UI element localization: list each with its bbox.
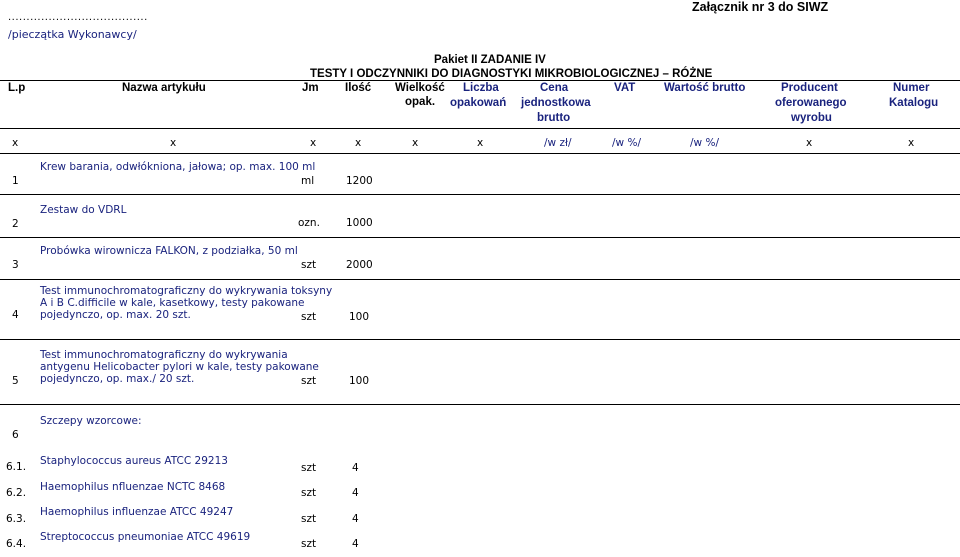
units-vat: /w %/ xyxy=(612,137,641,149)
document-title: TESTY I ODCZYNNIKI DO DIAGNOSTYKI MIKROBIOLOGICZNEJ – RÓŻNE xyxy=(310,68,713,80)
row-name: Staphylococcus aureus ATCC 29213 xyxy=(40,455,228,467)
col-catalog-1: Numer xyxy=(893,82,930,94)
row-jm: szt xyxy=(301,487,317,499)
col-gross: Wartość brutto xyxy=(664,82,746,94)
rule-row-3 xyxy=(0,279,960,280)
units-count: x xyxy=(477,137,484,149)
row-name-line-3: pojedynczo, op. max. 20 szt. xyxy=(40,309,191,321)
units-qty: x xyxy=(355,137,362,149)
row-qty: 1200 xyxy=(346,175,373,187)
rule-header-top xyxy=(0,80,960,81)
rule-row-2 xyxy=(0,237,960,238)
col-price-1: Cena xyxy=(540,82,569,94)
stamp-label: /pieczątka Wykonawcy/ xyxy=(8,28,137,41)
row-name-line-2: antygenu Helicobacter pylori w kale, testy pakowane xyxy=(40,361,319,373)
row-jm: szt xyxy=(301,462,317,474)
rule-header-bottom xyxy=(0,128,960,129)
rule-row-5 xyxy=(0,404,960,405)
row-name: Szczepy wzorcowe: xyxy=(40,415,142,427)
col-producer-2: oferowanego xyxy=(775,97,847,109)
stamp-dots: ...................................... xyxy=(8,12,148,23)
row-lp: 6.3. xyxy=(6,513,27,525)
row-lp: 6.2. xyxy=(6,487,27,499)
row-name: Zestaw do VDRL xyxy=(40,204,127,216)
row-qty: 4 xyxy=(352,538,359,550)
units-pack: x xyxy=(412,137,419,149)
row-lp: 6.1. xyxy=(6,461,27,473)
annex-label: Załącznik nr 3 do SIWZ xyxy=(692,0,829,14)
col-producer-1: Producent xyxy=(781,82,838,94)
col-pack-2: opak. xyxy=(405,96,436,108)
row-name-line-1: Test immunochromatograficzny do wykrywania toksyny xyxy=(40,285,333,297)
row-lp: 2 xyxy=(12,218,19,230)
units-catalog: x xyxy=(908,137,915,149)
row-qty: 100 xyxy=(349,375,370,387)
col-price-3: brutto xyxy=(537,112,571,124)
col-count-1: Liczba xyxy=(463,82,499,94)
row-lp: 4 xyxy=(12,309,19,321)
units-name: x xyxy=(170,137,177,149)
row-lp: 1 xyxy=(12,175,19,187)
units-producer: x xyxy=(806,137,813,149)
row-name-line-2: A i B C.difficile w kale, kasetkowy, testy pakowane xyxy=(40,297,305,309)
row-qty: 1000 xyxy=(346,217,373,229)
units-price: /w zł/ xyxy=(544,137,572,149)
units-gross: /w %/ xyxy=(690,137,719,149)
col-vat: VAT xyxy=(614,82,636,94)
row-qty: 100 xyxy=(349,311,370,323)
package-title: Pakiet II ZADANIE IV xyxy=(434,54,546,66)
col-catalog-2: Katalogu xyxy=(889,97,939,109)
row-jm: szt xyxy=(301,375,317,387)
col-jm: Jm xyxy=(302,82,319,94)
row-name: Streptococcus pneumoniae ATCC 49619 xyxy=(40,531,251,543)
row-jm: ml xyxy=(301,175,315,187)
col-name: Nazwa artykułu xyxy=(122,82,206,94)
col-pack-1: Wielkość xyxy=(395,82,445,94)
row-lp: 6 xyxy=(12,429,19,441)
row-jm: szt xyxy=(301,538,317,550)
row-jm: ozn. xyxy=(298,217,320,229)
row-name-line-1: Test immunochromatograficzny do wykrywania xyxy=(40,349,288,361)
row-name: Haemophilus nfluenzae NCTC 8468 xyxy=(40,481,226,493)
row-name: Krew barania, odwłókniona, jałowa; op. max. 100 ml xyxy=(40,161,316,173)
row-qty: 2000 xyxy=(346,259,373,271)
row-jm: szt xyxy=(301,259,317,271)
row-name: Probówka wirownicza FALKON, z podziałka, 50 ml xyxy=(40,245,298,257)
row-jm: szt xyxy=(301,513,317,525)
col-producer-3: wyrobu xyxy=(791,112,832,124)
rule-row-4 xyxy=(0,339,960,340)
row-lp: 5 xyxy=(12,375,19,387)
col-price-2: jednostkowa xyxy=(521,97,591,109)
row-jm: szt xyxy=(301,311,317,323)
rule-row-1 xyxy=(0,194,960,195)
row-qty: 4 xyxy=(352,487,359,499)
units-jm: x xyxy=(310,137,317,149)
row-qty: 4 xyxy=(352,462,359,474)
rule-units-bottom xyxy=(0,153,960,154)
row-name-line-3: pojedynczo, op. max./ 20 szt. xyxy=(40,373,195,385)
col-qty: Ilość xyxy=(345,82,372,94)
units-lp: x xyxy=(12,137,19,149)
row-lp: 6.4. xyxy=(6,538,27,550)
row-qty: 4 xyxy=(352,513,359,525)
col-count-2: opakowań xyxy=(450,97,507,109)
row-lp: 3 xyxy=(12,259,19,271)
row-name: Haemophilus influenzae ATCC 49247 xyxy=(40,506,234,518)
col-lp: L.p xyxy=(8,82,26,94)
